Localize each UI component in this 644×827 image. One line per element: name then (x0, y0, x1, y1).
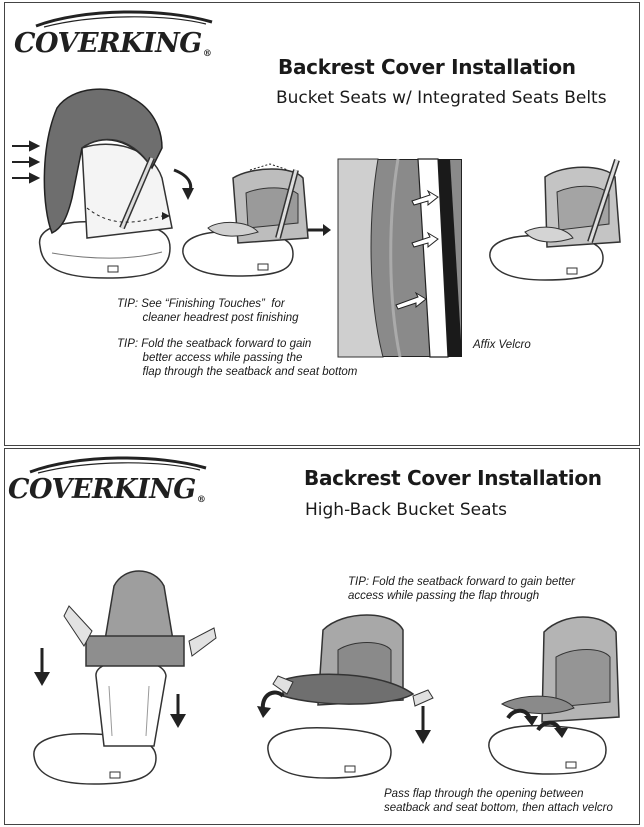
page-subtitle-top: Bucket Seats w/ Integrated Seats Belts (276, 88, 607, 108)
highback-step2-illustration (253, 610, 463, 790)
page-subtitle-bottom: High-Back Bucket Seats (305, 500, 508, 520)
page-title-bottom: Backrest Cover Installation (304, 466, 602, 490)
page-title-top: Backrest Cover Installation (278, 55, 576, 79)
tip-fold-note-bottom: TIP: Fold the seatback forward to gain better access while passing the flap through (348, 576, 575, 602)
coverking-logo-bottom (8, 456, 218, 506)
step2-seat-illustration (178, 158, 328, 283)
affix-velcro-label: Affix Velcro (473, 339, 531, 351)
coverking-logo-top (14, 10, 224, 60)
tip-fold-note: TIP: Fold the seatback forward to gain better access while passing the flap through the seatback and seat bottom (117, 338, 358, 378)
step4-seat-illustration (485, 152, 635, 287)
logo-swoosh-icon (8, 456, 218, 476)
highback-step3-illustration (484, 612, 634, 792)
push-arrows-icon (10, 140, 40, 190)
logo-wordmark: COVERKING® (8, 474, 206, 505)
velcro-detail-illustration (338, 159, 462, 357)
highback-step1-illustration (24, 566, 224, 796)
logo-swoosh-icon (14, 10, 224, 30)
pass-flap-note: Pass flap through the opening between seatback and seat bottom, then attach velcro (384, 788, 613, 814)
logo-wordmark: COVERKING® (14, 28, 212, 59)
tip-headrest-note: TIP: See “Finishing Touches” for cleaner headrest post finishing (117, 298, 299, 324)
